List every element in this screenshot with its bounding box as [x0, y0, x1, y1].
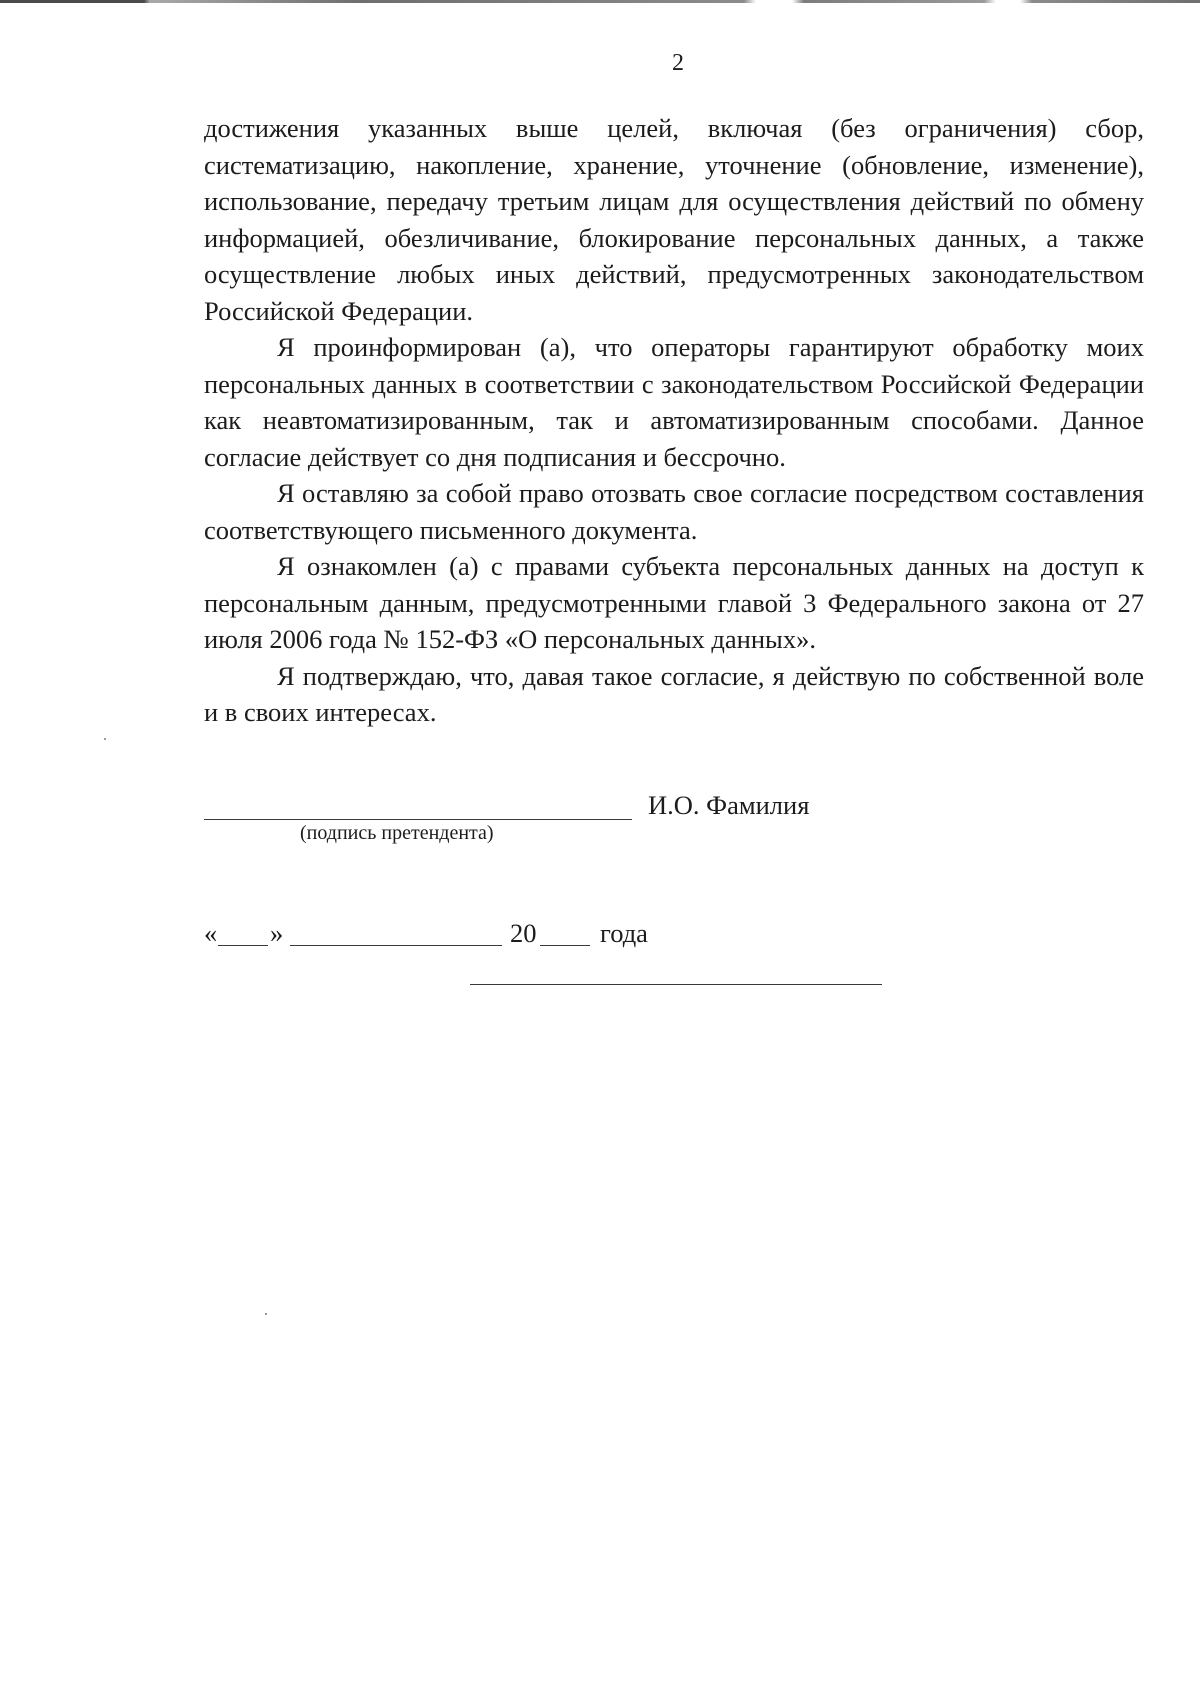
date-close-quote: » — [270, 918, 284, 948]
document-body — [204, 110, 1144, 731]
day-blank[interactable] — [218, 945, 268, 946]
page-number: 2 — [672, 50, 684, 76]
year-prefix: 20 — [510, 918, 537, 948]
signature-caption: (подпись претендента) — [300, 822, 494, 844]
bottom-blank-line[interactable] — [470, 984, 882, 985]
scan-speck — [265, 1313, 267, 1315]
scan-speck — [104, 738, 106, 740]
paragraph-data-processing-purposes: достижения указанных выше целей, включая (без ограничения) сбор, систематизацию, накопление, хранение, уточнение (обновление, изменение), использование, передачу третьим лицам для осуществления действий по обмену информацией, обезличивание, блокирование персональных данных, а также осуществление любых иных действий, предусмотренных законодательством Российской Федерации. — [204, 113, 1144, 326]
month-blank[interactable] — [290, 945, 502, 946]
paragraph-free-will: Я подтверждаю, что, давая такое согласие, я действую по собственной воле и в своих интересах. — [204, 660, 1144, 727]
year-blank[interactable] — [540, 945, 590, 946]
signer-name: И.О. Фамилия — [648, 790, 810, 820]
date-open-quote: « — [204, 918, 218, 948]
paragraph-subject-rights: Я ознакомлен (а) с правами субъекта персональных данных на доступ к персональным данным, предусмотренными главой 3 Федерального закона от 27 июля 2006 года № 152-ФЗ «О персональных данных». — [204, 551, 1144, 654]
paragraph-consent-withdrawal: Я оставляю за собой право отозвать свое согласие посредством составления соответствующего письменного документа. — [204, 478, 1144, 545]
scan-top-edge — [0, 0, 1200, 3]
year-word: года — [600, 918, 648, 948]
paragraph-operators-guarantee: Я проинформирован (а), что операторы гарантируют обработку моих персональных данных в соответствии с законодательством Российской Федерации как неавтоматизированным, так и автоматизированным способами. Данное согласие действует со дня подписания и бессрочно. — [204, 332, 1144, 472]
